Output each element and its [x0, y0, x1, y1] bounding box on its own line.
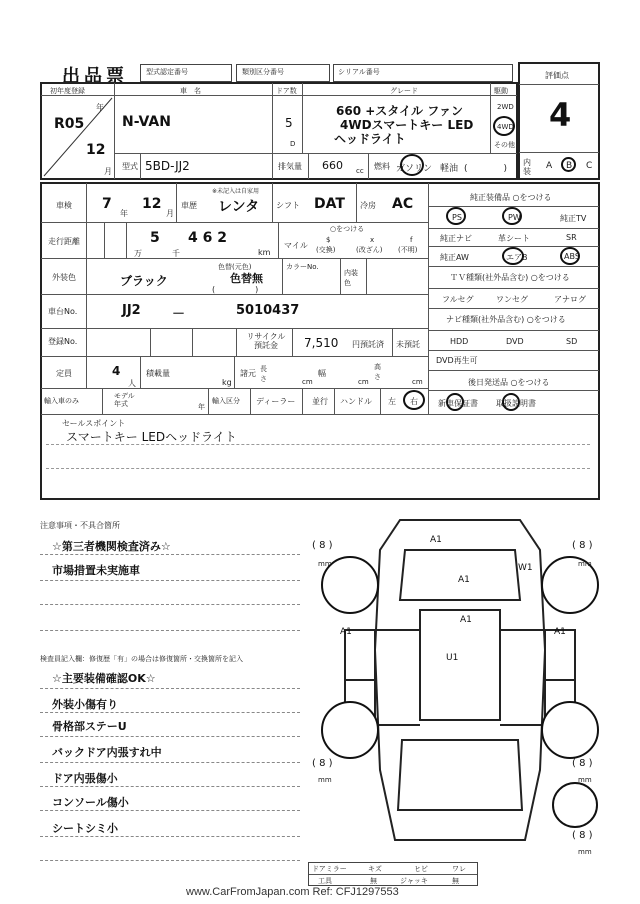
later-manual-circle: [502, 393, 520, 411]
height-cm: cm: [412, 378, 423, 386]
interior-b-circle: [561, 157, 576, 172]
navi-hdd: HDD: [450, 337, 469, 346]
equip-pw-circle: [502, 207, 522, 225]
color-value: ブラック: [120, 274, 168, 288]
tire-rear-left-mm: mm: [318, 776, 332, 784]
grade-line1: 660 +スタイル ファン: [336, 104, 463, 118]
model-value: 5BD-JJ2: [145, 159, 190, 173]
equip-leather: 革シート: [498, 234, 530, 243]
spare-tire: ( 8 ): [572, 830, 593, 841]
reg-label: 登録No.: [48, 337, 78, 346]
tire-front-right-mm: mm: [578, 560, 592, 568]
damage-mark-u1: U1: [446, 653, 459, 663]
later-title: 後日発送品 ○をつける: [468, 378, 550, 387]
first-reg-year: R05: [54, 116, 85, 132]
doors-value: 5: [285, 116, 293, 130]
fuel-paren: ( ): [464, 164, 508, 174]
displacement-label: 排気量: [278, 162, 302, 171]
mile-label: マイル: [284, 241, 308, 250]
dims-label: 諸元: [240, 369, 256, 378]
inspector-label: 検査員記入欄：修復歴「有」の場合は修復箇所・交換箇所を記入: [40, 655, 243, 663]
legend-broken: ワレ: [452, 865, 466, 873]
inspector-item-5: ドア内張傷小: [52, 772, 118, 785]
mileage-rest: 4 6 2: [188, 230, 227, 246]
ac-value: AC: [392, 196, 414, 212]
model-year-label: モデル年式: [114, 392, 135, 408]
equip-abs-circle: [560, 247, 580, 265]
width-label: 幅: [318, 369, 326, 378]
legend-scratch: キズ: [368, 865, 382, 873]
damage-mark-w1: W1: [518, 563, 533, 573]
model-year-suffix: 年: [198, 403, 205, 411]
tv-analog: アナログ: [554, 295, 586, 304]
unknown-symbol: f: [410, 236, 413, 244]
displacement-value: 660: [322, 159, 343, 172]
inspection-month: 12: [142, 196, 162, 212]
equip-aw: 純正AW: [440, 253, 469, 262]
inspection-year-suffix: 年: [120, 209, 128, 218]
recycle-label: リサイクル預託金: [246, 332, 286, 350]
damage-mark-a1-hood: A1: [458, 575, 470, 585]
width-cm: cm: [358, 378, 369, 386]
swap-symbol: $: [326, 236, 331, 244]
damage-mark-a1-left: A1: [340, 627, 352, 637]
chassis-dash: －: [172, 307, 186, 322]
handle-right-circle: [403, 390, 425, 410]
model-label: 型式: [122, 162, 138, 171]
length-cm: cm: [302, 378, 313, 386]
load-label: 積載量: [146, 369, 170, 378]
color-change-paren: ( ): [212, 285, 259, 294]
fuel-light-oil: 軽油: [440, 164, 459, 174]
tamper-symbol: x: [370, 236, 375, 244]
car-damage-diagram: [310, 510, 610, 860]
sales-point-text: スマートキー LEDヘッドライト: [66, 430, 237, 444]
tire-front-left-mm: mm: [318, 560, 332, 568]
ac-label: 冷房: [360, 201, 376, 210]
tire-rear-left: ( 8 ): [312, 758, 333, 769]
tire-front-left: ( 8 ): [312, 540, 333, 551]
inspection-label: 車検: [56, 201, 72, 210]
unknown-label: (不明): [398, 246, 418, 254]
interior-a: A: [546, 161, 553, 171]
tv-oneseg: ワンセグ: [496, 295, 528, 304]
equip-abs: ABS: [564, 252, 580, 261]
chassis-number: 5010437: [236, 303, 300, 318]
eval-label: 評価点: [545, 71, 569, 80]
car-name-label: 車 名: [180, 87, 201, 95]
mileage-man-unit: 万: [134, 249, 142, 258]
length-label: 長さ: [260, 365, 267, 383]
notes-label: 注意事項・不具合箇所: [40, 521, 120, 530]
doors-label: ドア数: [276, 87, 297, 95]
first-reg-label: 初年度登録: [50, 87, 85, 95]
equip-tv: 純正TV: [560, 214, 587, 223]
color-change-value: 色替無: [230, 272, 263, 285]
equip-ps: PS: [452, 213, 462, 222]
door-suffix: D: [290, 140, 296, 148]
first-reg-month: 12: [86, 142, 106, 158]
month-suffix: 月: [104, 167, 112, 176]
grade-label: グレード: [390, 87, 418, 95]
year-suffix: 年: [96, 103, 104, 112]
inspector-item-7: シートシミ小: [52, 822, 118, 835]
drive-4wd: 4WD: [497, 123, 514, 131]
mileage-sen-unit: 千: [172, 249, 180, 258]
navi-type-title: ナビ種類(社外品含む) ○をつける: [446, 315, 566, 324]
interior-color-label: 内装色: [344, 269, 358, 287]
handle-right: 右: [410, 397, 418, 406]
inspector-item-6: コンソール傷小: [52, 796, 129, 809]
equipment-title: 純正装備品 ○をつける: [470, 193, 552, 202]
legend-tool: 工具: [318, 877, 332, 885]
interior-b: B: [566, 161, 573, 171]
inspector-item-2: 外装小傷有り: [52, 698, 118, 711]
history-label: 車歴: [181, 201, 197, 210]
damage-mark-a1-right-side: A1: [554, 627, 566, 637]
color-label: 外装色: [52, 273, 76, 282]
recycle-value: 7,510: [304, 336, 339, 350]
cert-no-label: 型式認定番号: [146, 68, 188, 76]
legend-tool-none: 無: [370, 877, 377, 885]
capacity-value: 4: [112, 364, 121, 378]
note-item-1: ☆第三者機関検査済み☆: [52, 540, 171, 553]
height-label: 高さ: [374, 363, 381, 381]
grade-line2: 4WDスマートキー LED: [340, 118, 474, 132]
equip-airbag-circle: [502, 247, 524, 265]
spare-tire-mm: mm: [578, 848, 592, 856]
fuel-circle: [400, 154, 424, 176]
drive-4wd-circle: [493, 116, 515, 136]
later-owners-manual: 取扱説明書: [496, 399, 536, 408]
mileage-man: 5: [150, 230, 160, 246]
inspection-year: 7: [102, 196, 112, 212]
import-cat-label: 輸入区分: [212, 397, 240, 405]
sales-point-label: セールスポイント: [62, 419, 126, 428]
drive-2wd: 2WD: [497, 103, 514, 111]
note-item-2: 市場措置未実施車: [52, 564, 140, 577]
watermark: www.CarFromJapan.com Ref: CFJ1297553: [186, 886, 399, 898]
serial-label: シリアル番号: [338, 68, 380, 76]
color-change-label: 色替(元色): [218, 263, 252, 271]
import-label: 輸入車のみ: [44, 397, 79, 405]
recycle-unpaid: 未預託: [396, 340, 420, 349]
equip-sr: SR: [566, 233, 577, 242]
equip-airbag: エアB: [506, 253, 528, 262]
later-warranty-circle: [446, 393, 464, 411]
shift-value: DAT: [314, 196, 345, 212]
swap-label: (交換): [316, 246, 336, 254]
inspector-item-3: 骨格部ステーU: [52, 720, 127, 733]
dealer-option: ディーラー: [256, 397, 296, 406]
mileage-km-unit: km: [258, 248, 271, 257]
cc-unit: cc: [356, 167, 364, 175]
drive-label: 駆動: [494, 87, 508, 95]
chassis-prefix: JJ2: [122, 303, 141, 318]
class-no-label: 類別区分番号: [242, 68, 284, 76]
legend-jack: ジャッキ: [400, 877, 428, 885]
tv-type-title: ＴＶ種類(社外品含む) ○をつける: [450, 273, 570, 282]
car-name-value: N-VAN: [122, 114, 171, 130]
legend-jack-none: 無: [452, 877, 459, 885]
parallel-option: 並行: [312, 397, 328, 406]
mileage-label: 走行距離: [48, 237, 80, 246]
tire-rear-right: ( 8 ): [572, 758, 593, 769]
legend-mirror: ドアミラー: [312, 865, 347, 873]
interior-c: C: [586, 161, 593, 171]
damage-mark-a1-right: A1: [460, 615, 472, 625]
page-title: 出品票: [62, 66, 128, 87]
chassis-label: 車台No.: [48, 307, 78, 316]
private-note: ※未記入は自家用: [212, 188, 260, 195]
tamper-label: (改ざん): [356, 246, 383, 254]
equip-navi: 純正ナビ: [440, 234, 472, 243]
damage-mark-a1-front: A1: [430, 535, 442, 545]
interior-eval-label: 内装: [523, 158, 531, 176]
tv-fullseg: フルセグ: [442, 295, 474, 304]
handle-left: 左: [388, 397, 396, 406]
inspection-month-suffix: 月: [166, 209, 174, 218]
navi-sd: SD: [566, 337, 578, 346]
circle-hint: ○をつける: [330, 225, 365, 233]
color-no-label: カラーNo.: [286, 263, 319, 271]
inspector-item-1: ☆主要装備確認OK☆: [52, 672, 156, 685]
tire-rear-right-mm: mm: [578, 776, 592, 784]
drive-other: その他: [494, 141, 515, 149]
fuel-gasoline: ガソリン: [396, 164, 433, 174]
tire-front-right: ( 8 ): [572, 540, 593, 551]
dvd-playable: DVD再生可: [436, 356, 478, 365]
navi-dvd: DVD: [506, 337, 524, 346]
later-warranty: 新車保証書: [438, 399, 478, 408]
load-kg: kg: [222, 378, 232, 387]
history-value: レンタ: [218, 199, 260, 215]
persons-unit: 人: [128, 379, 136, 388]
recycle-paid: 円預託済: [352, 340, 384, 349]
legend-crack: ヒビ: [414, 865, 428, 873]
grade-line3: ヘッドライト: [334, 132, 406, 146]
shift-label: シフト: [276, 201, 300, 210]
equip-pw: PW: [508, 213, 521, 222]
fuel-label: 燃料: [374, 162, 390, 171]
eval-score: 4: [549, 96, 572, 134]
equip-ps-circle: [446, 207, 466, 225]
handle-label: ハンドル: [340, 397, 372, 406]
inspector-item-4: バックドア内張すれ中: [52, 746, 162, 759]
capacity-label: 定員: [56, 369, 72, 378]
